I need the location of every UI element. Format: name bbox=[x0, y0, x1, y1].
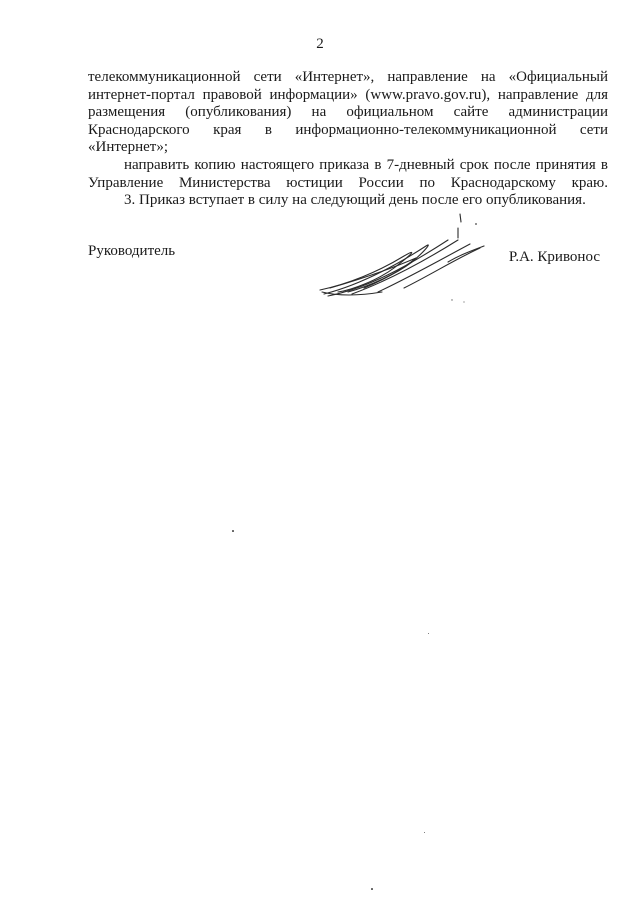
page-number: 2 bbox=[316, 36, 324, 52]
scan-speck bbox=[371, 888, 373, 890]
paragraph-send-copy: направить копию настоящего приказа в 7-дневный срок после принятия в Управление Министерства юстиции России по Краснодарскому краю. bbox=[88, 156, 608, 191]
scan-speck bbox=[428, 633, 429, 634]
handwritten-signature bbox=[308, 210, 488, 310]
signer-name: Р.А. Кривонос bbox=[508, 249, 600, 265]
scan-speck bbox=[232, 530, 234, 532]
paragraph-effective-date: 3. Приказ вступает в силу на следующий день после его опубликования. bbox=[124, 192, 586, 209]
scan-speck bbox=[424, 832, 425, 833]
signer-title: Руководитель bbox=[88, 243, 176, 259]
document-body bbox=[88, 69, 608, 210]
paragraph-publication-continued: телекоммуникационной сети «Интернет», направление на «Официальный интернет-портал правовой информации» (www.pravo.gov.ru), направление для размещения (опубликования) на официальном сайте администрации Краснодарского края в информационно-телекоммуникационной сети «Интернет»; bbox=[88, 69, 608, 156]
signature-block bbox=[88, 240, 600, 310]
